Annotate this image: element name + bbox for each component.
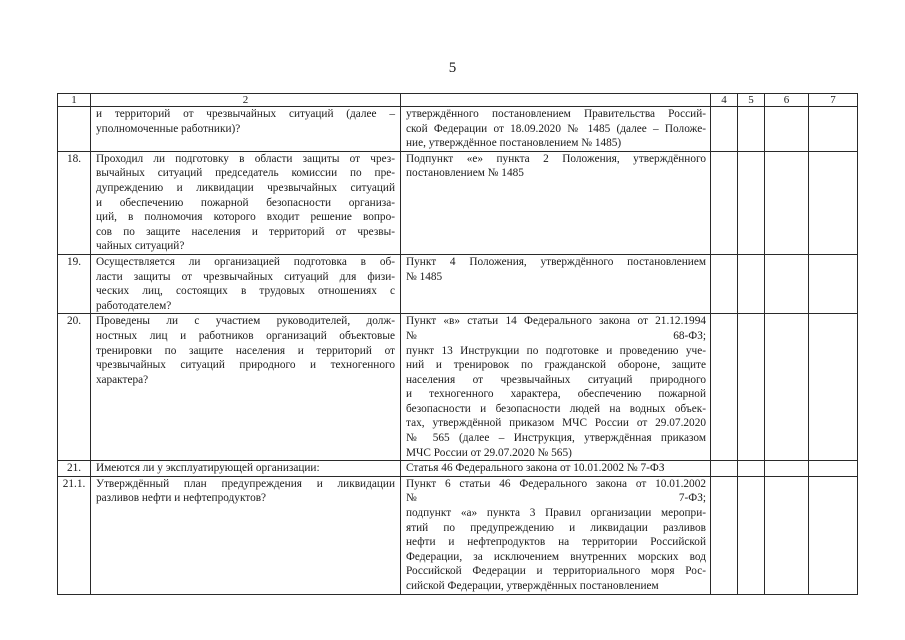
legal-basis-cell-line: сийской Федерации, утверждённых постановлением bbox=[406, 580, 659, 592]
legal-basis-cell-line: Пункт 4 Положения, утверждённого постановлением bbox=[406, 255, 706, 268]
header-cell-1: 1 bbox=[58, 94, 91, 107]
legal-basis-cell-line: безопасности и безопасности людей на водных объек- bbox=[406, 402, 706, 415]
empty-cell-col-6 bbox=[765, 107, 809, 152]
question-cell-line: вычайных ситуаций председатель комиссии по пре- bbox=[96, 167, 395, 180]
legal-basis-cell-line: утверждённого постановлением Правительства Россий- bbox=[406, 108, 706, 120]
question-cell bbox=[91, 476, 401, 594]
header-cell-6: 6 bbox=[765, 94, 809, 107]
header-cell-5: 5 bbox=[738, 94, 765, 107]
question-cell bbox=[91, 107, 401, 152]
legal-basis-cell-line: Российской Федерации и территориального моря Рос- bbox=[406, 565, 706, 578]
empty-cell-col-4 bbox=[711, 254, 738, 313]
legal-basis-cell bbox=[401, 107, 711, 152]
empty-cell-col-4 bbox=[711, 151, 738, 254]
empty-cell-col-4 bbox=[711, 314, 738, 461]
empty-cell-col-6 bbox=[765, 314, 809, 461]
question-cell-line: уполномоченные работники)? bbox=[96, 122, 241, 135]
question-cell-line: разливов нефти и нефтепродуктов? bbox=[96, 492, 267, 505]
question-cell bbox=[91, 254, 401, 313]
legal-basis-cell-line: ятий по предупреждению и ликвидации разливов bbox=[406, 521, 706, 534]
empty-cell-col-7 bbox=[809, 461, 858, 477]
question-cell-line: ностных лиц и работников организаций объектовые bbox=[96, 329, 395, 342]
table-row bbox=[58, 254, 858, 313]
question-cell-line: дупреждению и ликвидации чрезвычайных ситуаций bbox=[96, 181, 395, 194]
empty-cell-col-5 bbox=[738, 107, 765, 152]
legal-basis-cell-line: № 68-ФЗ; bbox=[406, 329, 706, 342]
question-cell-line: ческих лиц, состоящих в трудовых отношениях с bbox=[96, 285, 395, 298]
empty-cell-col-6 bbox=[765, 476, 809, 594]
question-cell-line: чрезвычайных ситуаций природного и техногенного bbox=[96, 359, 395, 372]
legal-basis-cell-line: ние, утверждённое постановлением № 1485) bbox=[406, 137, 622, 150]
table-row bbox=[58, 151, 858, 254]
row-number: 20. bbox=[58, 314, 91, 461]
empty-cell-col-5 bbox=[738, 461, 765, 477]
legal-basis-cell-line: ской Федерации от 18.09.2020 № 1485 (далее – Положе- bbox=[406, 122, 706, 135]
legal-basis-cell-line: тах, утверждённой приказом МЧС России от 29.07.2020 bbox=[406, 417, 706, 430]
question-cell-line: чайных ситуаций? bbox=[96, 240, 185, 253]
empty-cell-col-7 bbox=[809, 151, 858, 254]
row-number bbox=[58, 107, 91, 152]
legal-basis-cell-line: пункт 13 Инструкции по подготовке и проведению уче- bbox=[406, 344, 706, 357]
empty-cell-col-7 bbox=[809, 314, 858, 461]
question-cell-line: характера? bbox=[96, 373, 149, 386]
question-cell-line: Имеются ли у эксплуатирующей организации: bbox=[96, 462, 320, 475]
empty-cell-col-7 bbox=[809, 254, 858, 313]
legal-basis-cell-line: и техногенного характера, обеспечению пожарной bbox=[406, 388, 706, 401]
empty-cell-col-4 bbox=[711, 461, 738, 477]
empty-cell-col-7 bbox=[809, 476, 858, 594]
legal-basis-cell-line: Статья 46 Федерального закона от 10.01.2002 № 7-ФЗ bbox=[406, 462, 665, 475]
table-row bbox=[58, 314, 858, 461]
legal-basis-cell-line: подпункт «а» пункта 3 Правил организации меропри- bbox=[406, 507, 706, 520]
header-cell-2: 2 bbox=[91, 94, 401, 107]
header-cell-4: 4 bbox=[711, 94, 738, 107]
row-number: 21.1. bbox=[58, 476, 91, 594]
page-number: 5 bbox=[448, 60, 457, 76]
legal-basis-cell-line: постановлением № 1485 bbox=[406, 167, 524, 180]
empty-cell-col-6 bbox=[765, 254, 809, 313]
question-cell-line: ласти защиты от чрезвычайных ситуаций для физи- bbox=[96, 270, 395, 283]
question-cell-line: ций, в полномочия которого входит решение вопро- bbox=[96, 211, 395, 224]
legal-basis-cell bbox=[401, 254, 711, 313]
checklist-table bbox=[57, 93, 858, 595]
header-cell-3 bbox=[401, 94, 711, 107]
question-cell-line: Проведены ли с участием руководителей, долж- bbox=[96, 315, 395, 328]
legal-basis-cell bbox=[401, 461, 711, 477]
empty-cell-col-5 bbox=[738, 314, 765, 461]
empty-cell-col-5 bbox=[738, 151, 765, 254]
legal-basis-cell-line: Пункт «в» статьи 14 Федерального закона от 21.12.1994 bbox=[406, 315, 706, 328]
empty-cell-col-6 bbox=[765, 151, 809, 254]
question-cell-line: Проходил ли подготовку в области защиты от чрез- bbox=[96, 152, 395, 165]
question-cell bbox=[91, 314, 401, 461]
header-cell-7: 7 bbox=[809, 94, 858, 107]
question-cell bbox=[91, 461, 401, 477]
question-cell-line: Утверждённый план предупреждения и ликвидации bbox=[96, 477, 395, 490]
header-row bbox=[58, 94, 858, 107]
legal-basis-cell-line: Федерации, за исключением внутренних морских вод bbox=[406, 550, 706, 563]
question-cell-line: и территорий от чрезвычайных ситуаций (далее – bbox=[96, 108, 395, 120]
table-row bbox=[58, 461, 858, 477]
empty-cell-col-5 bbox=[738, 476, 765, 594]
question-cell-line: сов по защите населения и территорий от чрезвы- bbox=[96, 225, 395, 238]
empty-cell-col-7 bbox=[809, 107, 858, 152]
empty-cell-col-4 bbox=[711, 107, 738, 152]
table-row bbox=[58, 107, 858, 152]
table-row bbox=[58, 476, 858, 594]
legal-basis-cell-line: ний и тренировок по гражданской обороне, защите bbox=[406, 359, 706, 372]
empty-cell-col-5 bbox=[738, 254, 765, 313]
legal-basis-cell-line: населения от чрезвычайных ситуаций природного bbox=[406, 373, 706, 386]
legal-basis-cell bbox=[401, 476, 711, 594]
question-cell bbox=[91, 151, 401, 254]
legal-basis-cell-line: нефти и нефтепродуктов на территории Российской bbox=[406, 536, 706, 549]
legal-basis-cell-line: № 7-ФЗ; bbox=[406, 492, 706, 505]
legal-basis-cell-line: МЧС России от 29.07.2020 № 565) bbox=[406, 446, 572, 459]
question-cell-line: работодателем? bbox=[96, 299, 172, 312]
legal-basis-cell-line: № 1485 bbox=[406, 270, 443, 283]
empty-cell-col-4 bbox=[711, 476, 738, 594]
empty-cell-col-6 bbox=[765, 461, 809, 477]
legal-basis-cell-line: № 565 (далее – Инструкция, утверждённая приказом bbox=[406, 432, 706, 445]
legal-basis-cell-line: Пункт 6 статьи 46 Федерального закона от 10.01.2002 bbox=[406, 477, 706, 490]
legal-basis-cell-line: Подпункт «е» пункта 2 Положения, утверждённого bbox=[406, 152, 706, 165]
legal-basis-cell bbox=[401, 314, 711, 461]
legal-basis-cell bbox=[401, 151, 711, 254]
question-cell-line: тренировки по защите населения и территорий от bbox=[96, 344, 395, 357]
row-number: 18. bbox=[58, 151, 91, 254]
question-cell-line: Осуществляется ли организацией подготовка в об- bbox=[96, 255, 395, 268]
row-number: 21. bbox=[58, 461, 91, 477]
question-cell-line: и обеспечению пожарной безопасности организа- bbox=[96, 196, 395, 209]
row-number: 19. bbox=[58, 254, 91, 313]
